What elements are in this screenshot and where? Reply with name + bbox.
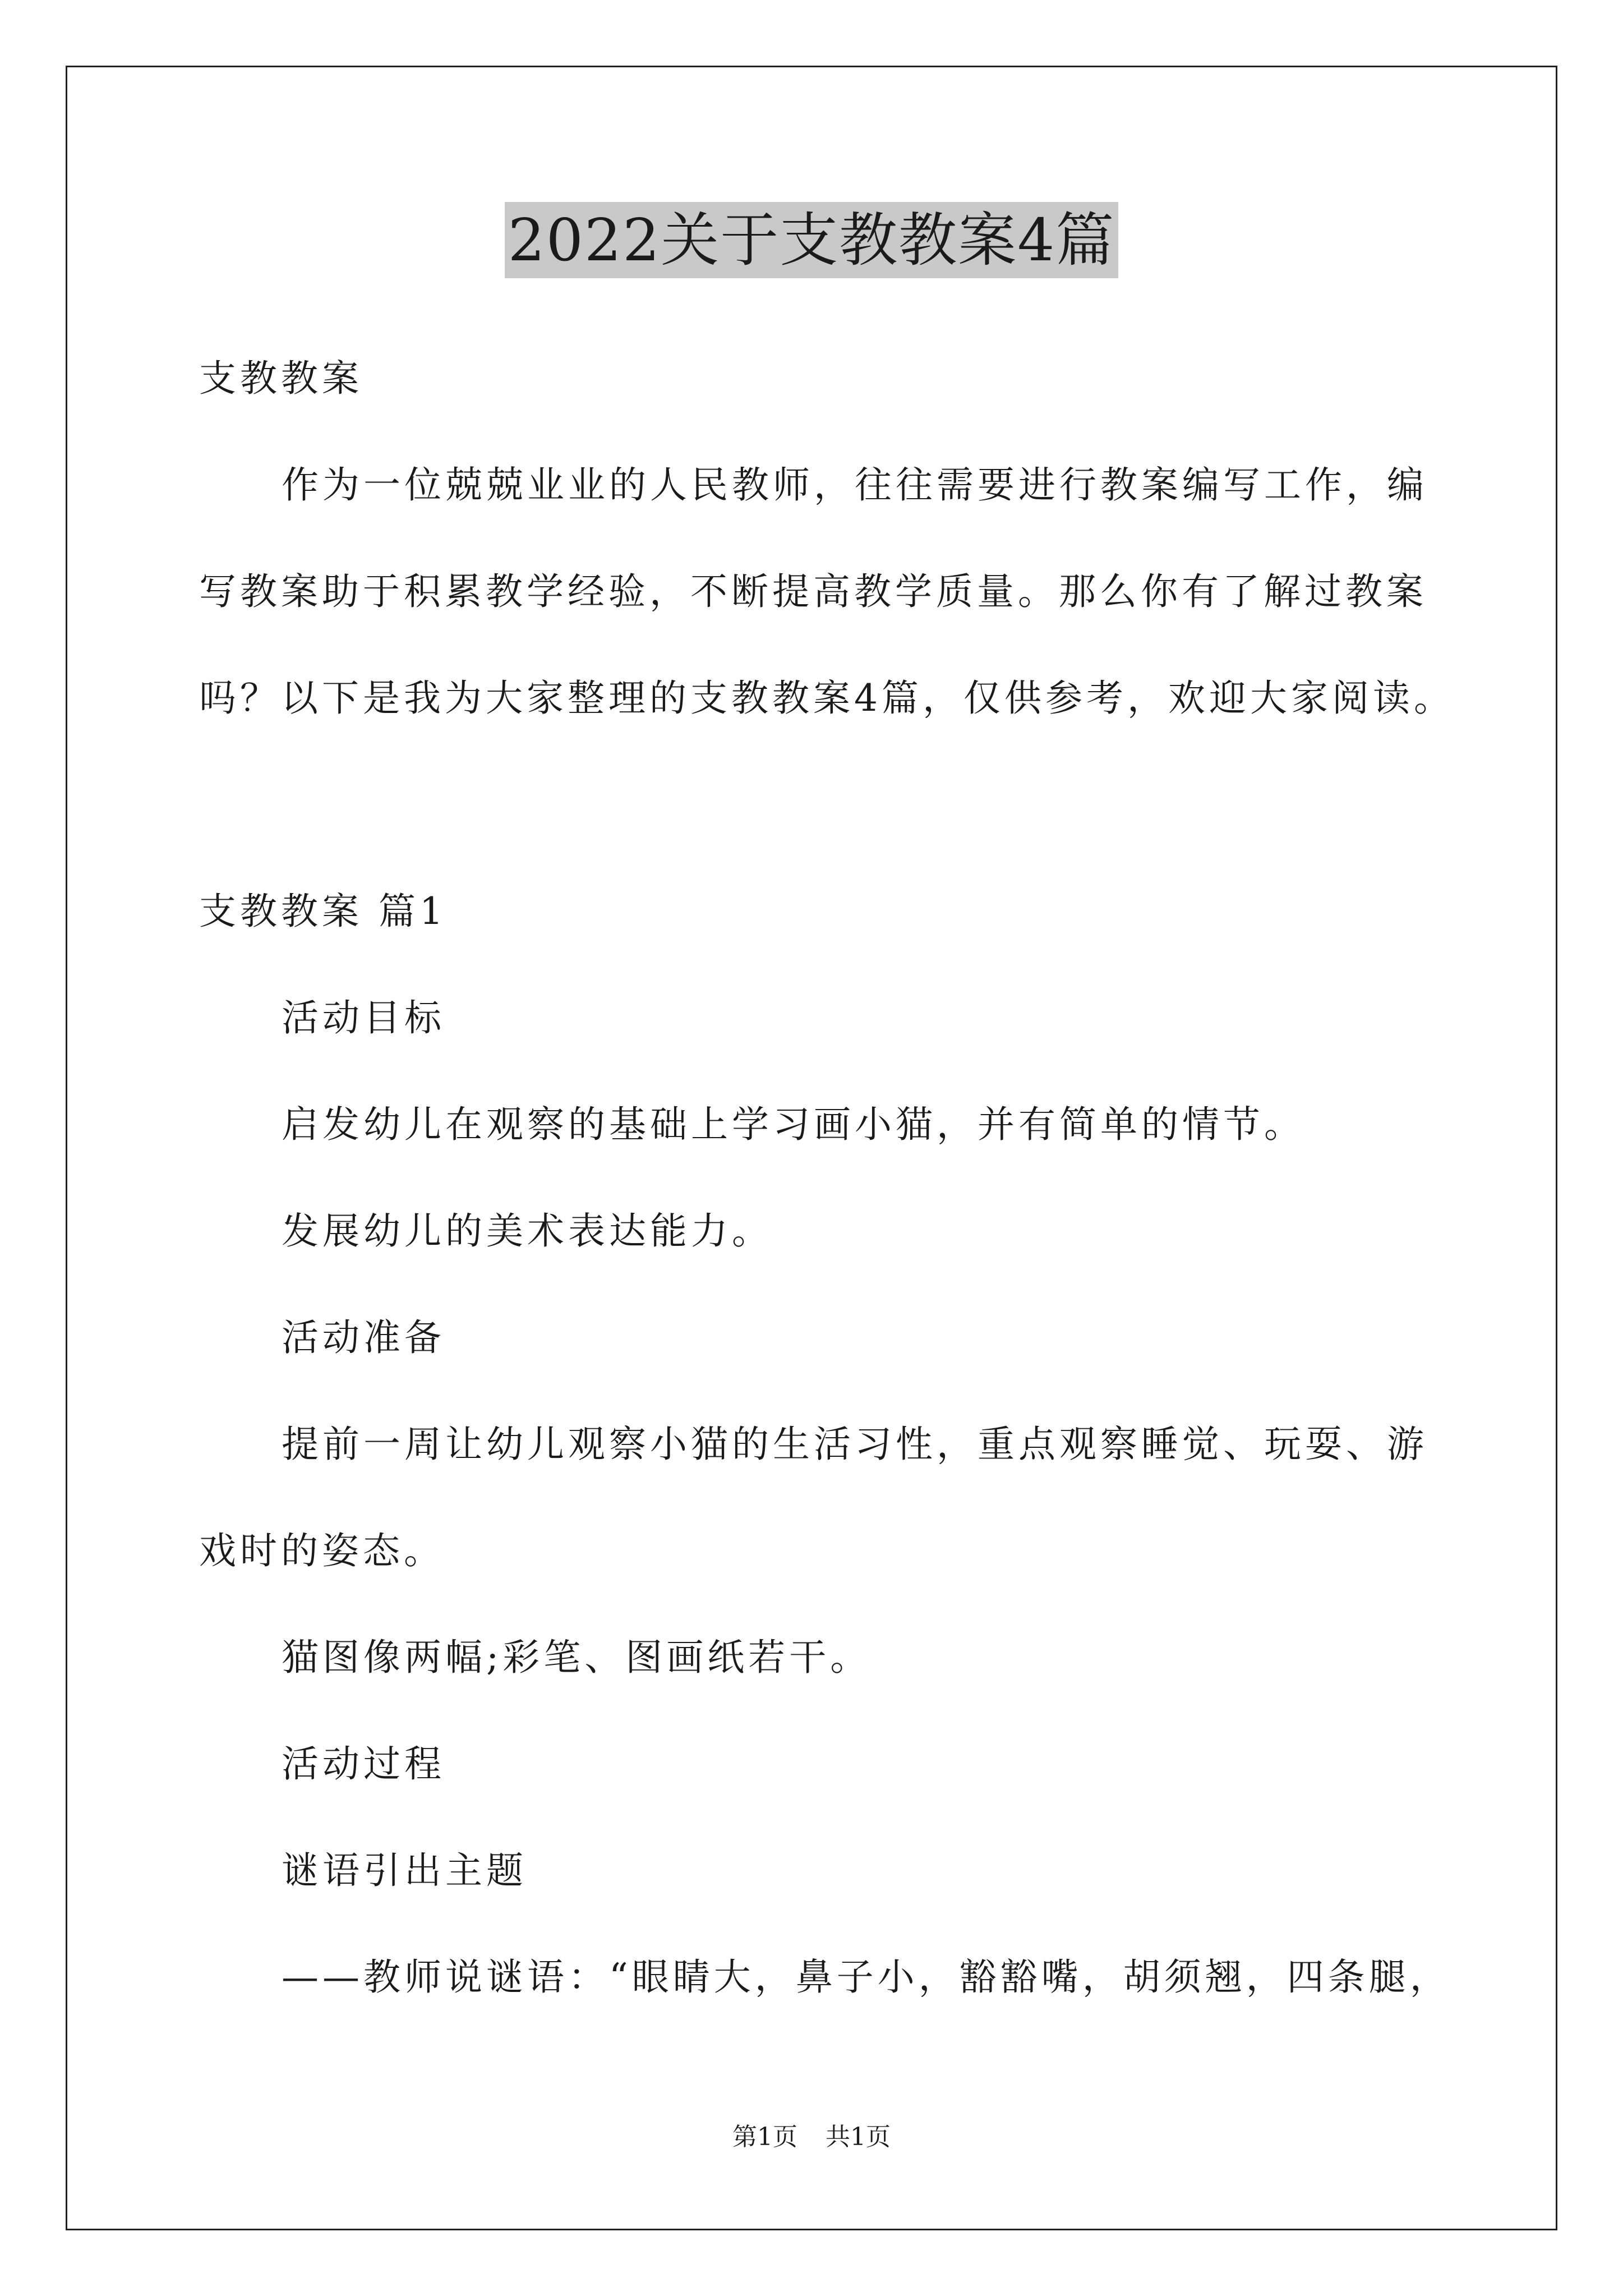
- body-line-activity-prep: 活动准备: [282, 1316, 445, 1359]
- body-line-goal-1: 启发幼儿在观察的基础上学习画小猫，并有简单的情节。: [282, 1103, 1305, 1146]
- part-heading: 支教教案 篇1: [199, 890, 447, 933]
- intro-line-2: 写教案助于积累教学经验，不断提高教学质量。那么你有了解过教案: [199, 570, 1427, 613]
- body-line-activity-process: 活动过程: [282, 1742, 445, 1786]
- title-container: [0, 202, 1623, 278]
- intro-line-1: 作为一位兢兢业业的人民教师，往往需要进行教案编写工作，编: [282, 463, 1428, 507]
- page-number-current: 第1页: [732, 2123, 797, 2151]
- section-heading: 支教教案: [199, 357, 363, 400]
- page-footer: [0, 2120, 1623, 2154]
- body-line-prep-1b: 戏时的姿态。: [199, 1529, 445, 1572]
- body-line-riddle: ——教师说谜语：“眼睛大，鼻子小，豁豁嘴，胡须翘，四条腿，: [282, 1955, 1451, 1999]
- body-line-prep-1a: 提前一周让幼儿观察小猫的生活习性，重点观察睡觉、玩耍、游: [282, 1423, 1428, 1466]
- page-number-total: 共1页: [826, 2123, 891, 2151]
- body-line-prep-2: 猫图像两幅;彩笔、图画纸若干。: [282, 1636, 872, 1679]
- body-line-goal-2: 发展幼儿的美术表达能力。: [282, 1209, 773, 1253]
- document-title: 2022关于支教教案4篇: [505, 202, 1119, 278]
- body-line-riddle-intro: 谜语引出主题: [282, 1849, 527, 1892]
- intro-line-3: 吗？以下是我为大家整理的支教教案4篇，仅供参考，欢迎大家阅读。: [199, 677, 1455, 720]
- body-line-activity-goals: 活动目标: [282, 996, 445, 1039]
